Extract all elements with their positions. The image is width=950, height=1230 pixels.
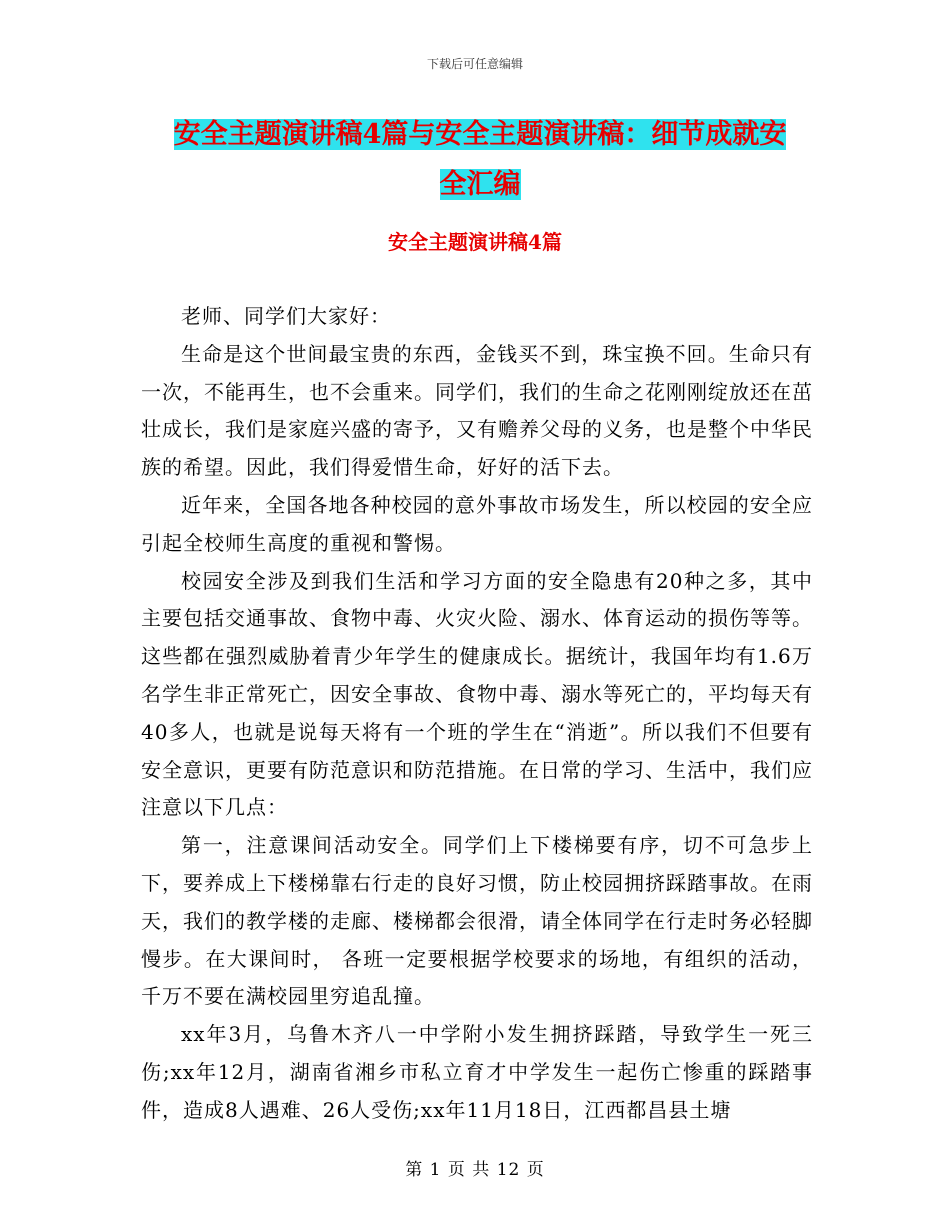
paragraph: 近年来，全国各地各种校园的意外事故市场发生，所以校园的安全应引起全校师生高度的重视和警惕。: [141, 492, 813, 555]
paragraph-greeting: 老师、同学们大家好：: [181, 304, 391, 328]
document-title: [140, 110, 820, 210]
page-header: 下载后可任意编辑: [426, 57, 523, 71]
section-title: 安全主题演讲稿4篇: [388, 230, 562, 254]
page-footer: 第 1 页 共 12 页: [405, 1160, 545, 1180]
title-line-1: 安全主题演讲稿4篇与安全主题演讲稿：细节成就安: [173, 119, 787, 150]
paragraph: 校园安全涉及到我们生活和学习方面的安全隐患有20种之多，其中主要包括交通事故、食物中毒、火灾火险、溺水、体育运动的损伤等等。这些都在强烈威胁着青少年学生的健康成长。据统计，我国年均有1.6万名学生非正常死亡，因安全事故、食物中毒、溺水等死亡的，平均每天有40多人，也就是说每天将有一个班的学生在“消逝”。所以我们不但要有安全意识，更要有防范意识和防范措施。在日常的学习、生活中，我们应注意以下几点：: [141, 568, 813, 820]
body-text: [141, 298, 813, 1130]
paragraph: 生命是这个世间最宝贵的东西，金钱买不到，珠宝换不回。生命只有一次，不能再生，也不会重来。同学们，我们的生命之花刚刚绽放还在茁壮成长，我们是家庭兴盛的寄予，又有赡养父母的义务，也是整个中华民族的希望。因此，我们得爱惜生命，好好的活下去。: [141, 341, 813, 480]
title-line-2: 全汇编: [439, 169, 521, 200]
paragraph: xx年3月，乌鲁木齐八一中学附小发生拥挤踩踏，导致学生一死三伤;xx年12月，湖南省湘乡市私立育才中学发生一起伤亡惨重的踩踏事件，造成8人遇难、26人受伤;xx年11月18日，江西都昌县土塘: [141, 1022, 813, 1122]
paragraph: 第一，注意课间活动安全。同学们上下楼梯要有序，切不可急步上下，要养成上下楼梯靠右行走的良好习惯，防止校园拥挤踩踏事故。在雨天，我们的教学楼的走廊、楼梯都会很滑，请全体同学在行走时务必轻脚慢步。在大课间时， 各班一定要根据学校要求的场地，有组织的活动，千万不要在满校园里穷追乱撞。: [141, 833, 813, 1009]
